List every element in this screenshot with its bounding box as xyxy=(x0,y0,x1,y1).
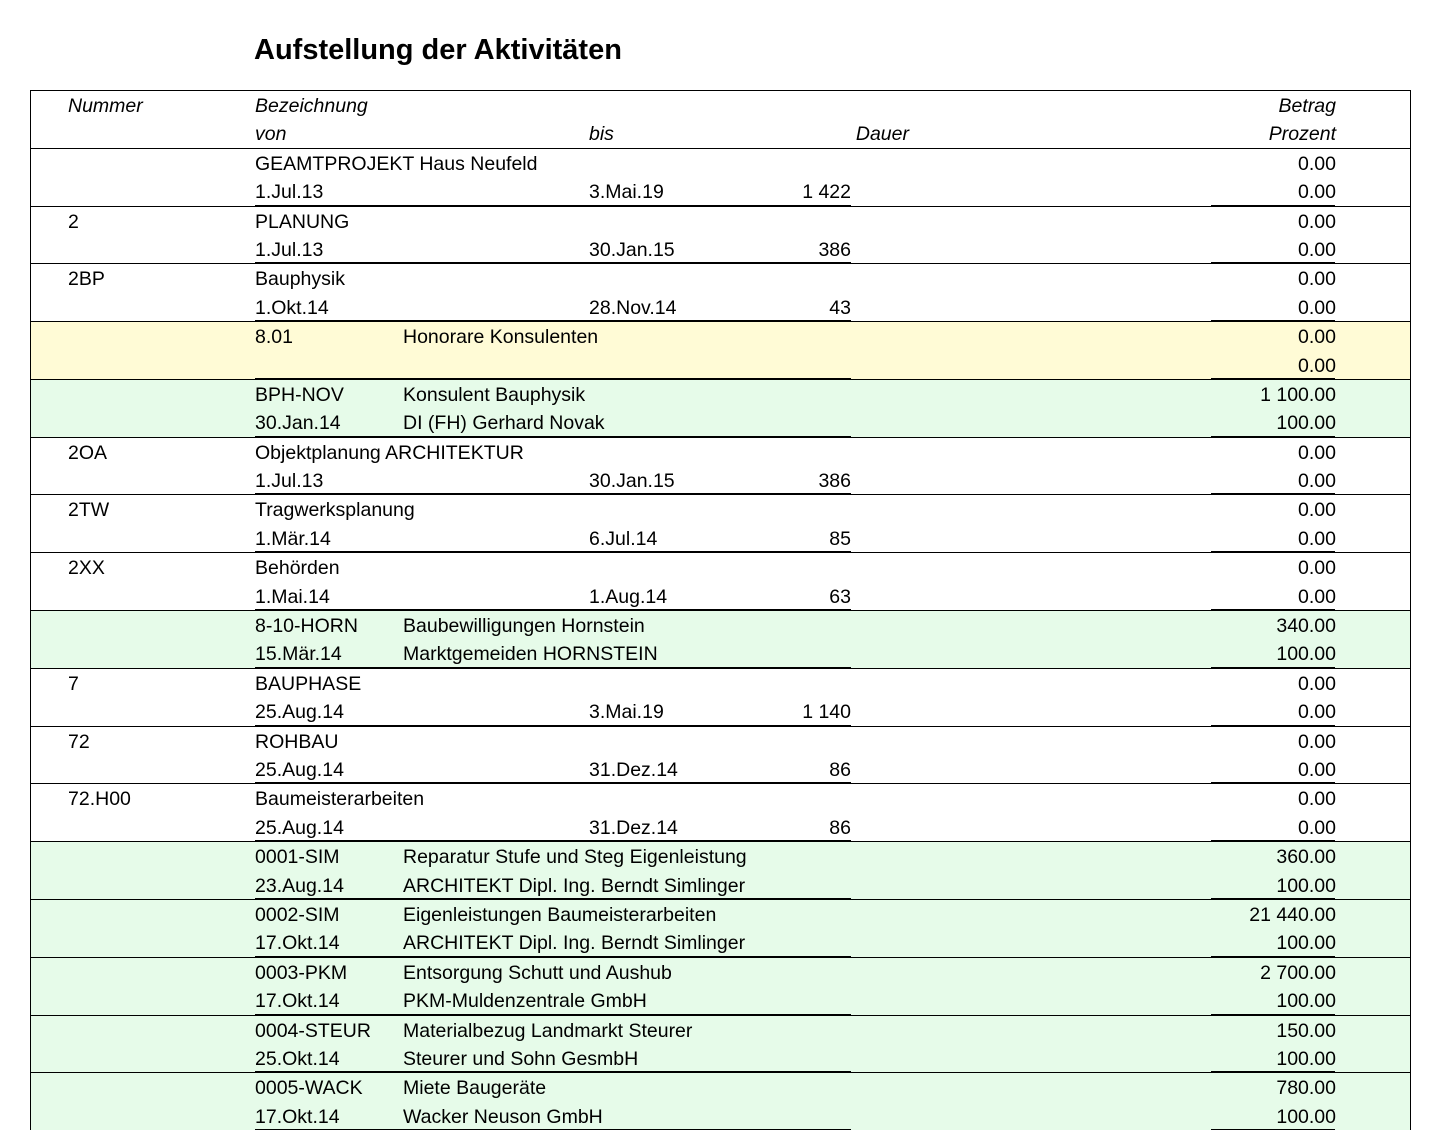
contract-record xyxy=(31,1015,1410,1073)
activity-record xyxy=(31,263,1410,321)
activity-percent: 0.00 xyxy=(1298,181,1336,204)
header-nummer: Nummer xyxy=(68,95,143,117)
contract-name: Konsulent Bauphysik xyxy=(403,383,586,406)
activity-number: 72 xyxy=(68,730,90,753)
cost-group-name: Honorare Konsulenten xyxy=(403,326,599,349)
contract-record xyxy=(31,899,1410,957)
contract-code: 0005-WACK xyxy=(255,1077,363,1100)
contract-company: DI (FH) Gerhard Novak xyxy=(403,412,605,435)
activity-end: 3.Mai.19 xyxy=(589,181,664,204)
activity-duration: 1 140 xyxy=(802,701,851,724)
activity-amount: 0.00 xyxy=(1298,441,1336,464)
activity-number: 2BP xyxy=(68,268,105,291)
contract-amount: 21 440.00 xyxy=(1249,903,1336,926)
activity-start: 25.Aug.14 xyxy=(255,816,344,839)
activity-end: 30.Jan.15 xyxy=(589,470,675,493)
contract-record xyxy=(31,1072,1410,1130)
activity-name: PLANUNG xyxy=(255,210,350,233)
activity-end: 3.Mai.19 xyxy=(589,701,664,724)
header-bezeichnung: Bezeichnung xyxy=(255,95,368,117)
contract-percent: 100.00 xyxy=(1276,1105,1336,1128)
header-von: von xyxy=(255,123,287,146)
cost-group-percent: 0.00 xyxy=(1298,354,1336,377)
activity-duration: 386 xyxy=(818,470,851,493)
contract-code: 0004-STEUR xyxy=(255,1019,371,1042)
activity-record xyxy=(31,552,1410,610)
contract-company: PKM-Muldenzentrale GmbH xyxy=(403,990,647,1013)
contract-code: 0002-SIM xyxy=(255,903,340,926)
contract-amount: 1 100.00 xyxy=(1260,383,1336,406)
contract-date: 17.Okt.14 xyxy=(255,1105,340,1128)
contract-percent: 100.00 xyxy=(1276,932,1336,955)
contract-name: Baubewilligungen Hornstein xyxy=(403,615,645,638)
contract-code: 8-10-HORN xyxy=(255,615,358,638)
contract-company: Marktgemeiden HORNSTEIN xyxy=(403,643,658,666)
contract-amount: 360.00 xyxy=(1276,846,1336,869)
activity-start: 1.Okt.14 xyxy=(255,296,329,319)
activity-amount: 0.00 xyxy=(1298,268,1336,291)
contract-amount: 150.00 xyxy=(1276,1019,1336,1042)
contract-name: Reparatur Stufe und Steg Eigenleistung xyxy=(403,846,747,869)
activity-end: 1.Aug.14 xyxy=(589,585,668,608)
activity-duration: 85 xyxy=(829,527,851,550)
activity-start: 25.Aug.14 xyxy=(255,758,344,781)
page-title: Aufstellung der Aktivitäten xyxy=(254,34,622,66)
activity-record xyxy=(31,668,1410,726)
activity-percent: 0.00 xyxy=(1298,701,1336,724)
contract-date: 17.Okt.14 xyxy=(255,990,340,1013)
contract-code: 0003-PKM xyxy=(255,961,348,984)
contract-code: BPH-NOV xyxy=(255,383,344,406)
activity-name: Baumeisterarbeiten xyxy=(255,788,425,811)
contract-date: 15.Mär.14 xyxy=(255,643,342,666)
activity-record xyxy=(31,148,1410,206)
activity-percent: 0.00 xyxy=(1298,470,1336,493)
activity-duration: 43 xyxy=(829,296,851,319)
activity-name: GEAMTPROJEKT Haus Neufeld xyxy=(255,152,538,175)
activity-number: 2OA xyxy=(68,441,108,464)
contract-date: 23.Aug.14 xyxy=(255,874,344,897)
activity-start: 1.Mär.14 xyxy=(255,527,331,550)
activity-table xyxy=(30,90,1411,1130)
activity-end: 6.Jul.14 xyxy=(589,527,658,550)
activity-duration: 63 xyxy=(829,585,851,608)
activity-percent: 0.00 xyxy=(1298,816,1336,839)
activity-name: Tragwerksplanung xyxy=(255,499,415,522)
activity-duration: 86 xyxy=(829,758,851,781)
activity-name: Bauphysik xyxy=(255,268,345,291)
table-continuation xyxy=(30,1115,1411,1119)
contract-percent: 100.00 xyxy=(1276,990,1336,1013)
contract-name: Eigenleistungen Baumeisterarbeiten xyxy=(403,903,717,926)
header-bis: bis xyxy=(589,123,614,146)
cost-group-amount: 0.00 xyxy=(1298,326,1336,349)
contract-record xyxy=(31,610,1410,668)
row-underline xyxy=(255,1129,851,1130)
activity-end: 31.Dez.14 xyxy=(589,816,678,839)
contract-date: 17.Okt.14 xyxy=(255,932,340,955)
contract-amount: 780.00 xyxy=(1276,1077,1336,1100)
activity-number: 72.H00 xyxy=(68,788,131,811)
activity-amount: 0.00 xyxy=(1298,210,1336,233)
activity-start: 25.Aug.14 xyxy=(255,701,344,724)
activity-end: 30.Jan.15 xyxy=(589,238,675,261)
contract-percent: 100.00 xyxy=(1276,643,1336,666)
contract-record xyxy=(31,379,1410,437)
activity-amount: 0.00 xyxy=(1298,788,1336,811)
activity-percent: 0.00 xyxy=(1298,296,1336,319)
activity-record xyxy=(31,494,1410,552)
activity-number: 2XX xyxy=(68,557,105,580)
contract-date: 30.Jan.14 xyxy=(255,412,341,435)
activity-start: 1.Jul.13 xyxy=(255,470,324,493)
header-prozent: Prozent xyxy=(1268,123,1336,146)
table-header xyxy=(31,91,1410,148)
activity-record xyxy=(31,783,1410,841)
header-betrag: Betrag xyxy=(1278,95,1336,117)
activity-name: Objektplanung ARCHITEKTUR xyxy=(255,441,524,464)
activity-amount: 0.00 xyxy=(1298,499,1336,522)
activity-start: 1.Mai.14 xyxy=(255,585,330,608)
activity-duration: 386 xyxy=(818,238,851,261)
activity-amount: 0.00 xyxy=(1298,672,1336,695)
activity-end: 28.Nov.14 xyxy=(589,296,677,319)
activity-number: 2 xyxy=(68,210,79,233)
activity-name: ROHBAU xyxy=(255,730,339,753)
activity-end: 31.Dez.14 xyxy=(589,758,678,781)
contract-record xyxy=(31,841,1410,899)
contract-record xyxy=(31,957,1410,1015)
activity-percent: 0.00 xyxy=(1298,585,1336,608)
contract-amount: 2 700.00 xyxy=(1260,961,1336,984)
contract-percent: 100.00 xyxy=(1276,1047,1336,1070)
cost-group-code: 8.01 xyxy=(255,326,293,349)
activity-name: BAUPHASE xyxy=(255,672,362,695)
activity-record xyxy=(31,726,1410,784)
activity-duration: 86 xyxy=(829,816,851,839)
contract-date: 25.Okt.14 xyxy=(255,1047,340,1070)
contract-code: 0001-SIM xyxy=(255,846,340,869)
activity-number: 2TW xyxy=(68,499,110,522)
table-body xyxy=(31,148,1410,1130)
activity-percent: 0.00 xyxy=(1298,527,1336,550)
header-dauer: Dauer xyxy=(855,123,909,146)
contract-percent: 100.00 xyxy=(1276,874,1336,897)
activity-percent: 0.00 xyxy=(1298,758,1336,781)
contract-name: Entsorgung Schutt und Aushub xyxy=(403,961,672,984)
contract-company: Wacker Neuson GmbH xyxy=(403,1105,603,1128)
activity-start: 1.Jul.13 xyxy=(255,238,324,261)
activity-percent: 0.00 xyxy=(1298,238,1336,261)
contract-company: Steurer und Sohn GesmbH xyxy=(403,1047,639,1070)
contract-amount: 340.00 xyxy=(1276,615,1336,638)
activity-record xyxy=(31,206,1410,264)
activity-duration: 1 422 xyxy=(802,181,851,204)
activity-start: 1.Jul.13 xyxy=(255,181,324,204)
contract-company: ARCHITEKT Dipl. Ing. Berndt Simlinger xyxy=(403,932,746,955)
contract-company: ARCHITEKT Dipl. Ing. Berndt Simlinger xyxy=(403,874,746,897)
contract-name: Miete Baugeräte xyxy=(403,1077,547,1100)
activity-number: 7 xyxy=(68,672,79,695)
row-underline xyxy=(1211,1129,1335,1130)
activity-amount: 0.00 xyxy=(1298,557,1336,580)
activity-name: Behörden xyxy=(255,557,340,580)
contract-percent: 100.00 xyxy=(1276,412,1336,435)
activity-amount: 0.00 xyxy=(1298,730,1336,753)
contract-name: Materialbezug Landmarkt Steurer xyxy=(403,1019,693,1042)
activity-record xyxy=(31,437,1410,495)
activity-amount: 0.00 xyxy=(1298,152,1336,175)
cost-group-record xyxy=(31,321,1410,379)
